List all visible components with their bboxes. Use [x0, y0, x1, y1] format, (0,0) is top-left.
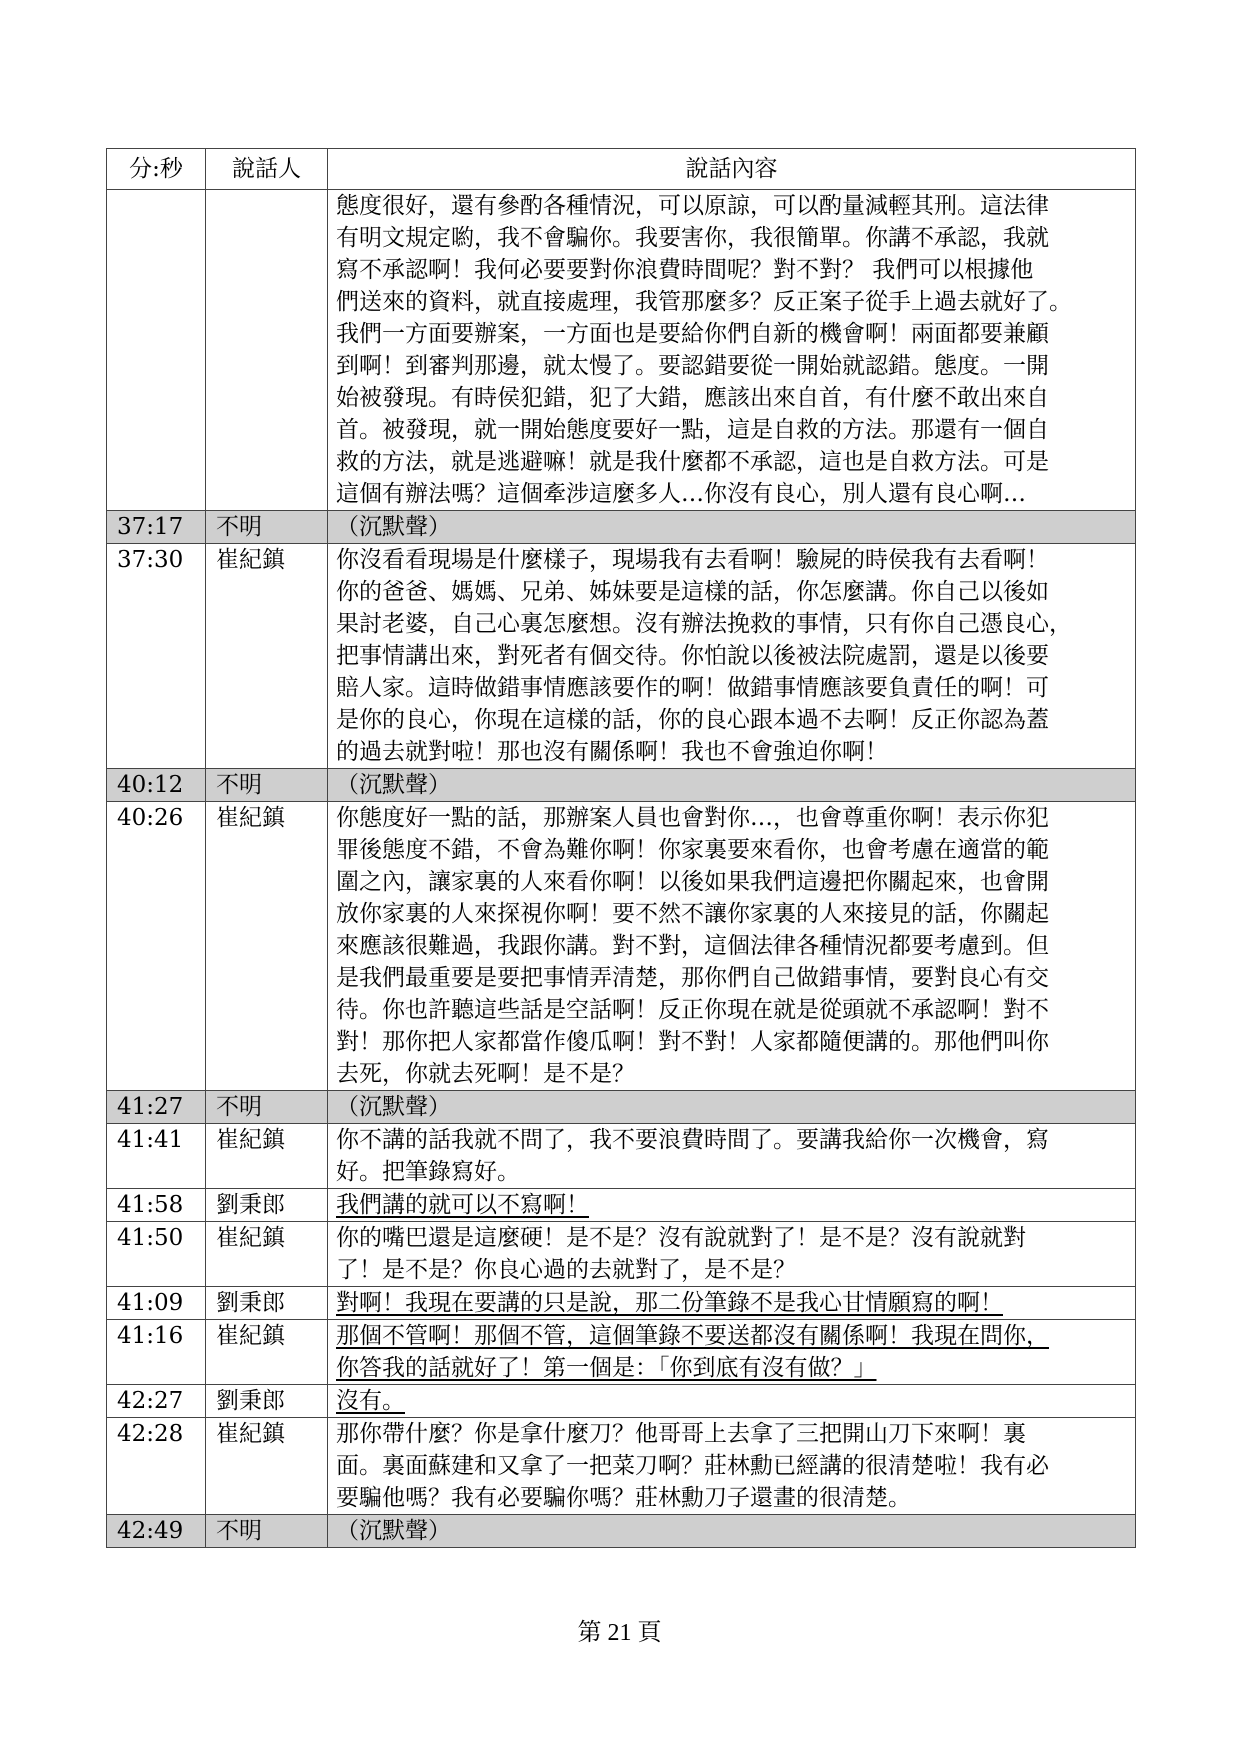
content-line: 你的爸爸、媽媽、兄弟、姊妹要是這樣的話，你怎麼講。你自己以後如: [336, 579, 1049, 605]
transcript-table: [106, 148, 1136, 1548]
time-cell: 41:27: [107, 1091, 206, 1124]
content-line: 到啊！到審判那邊，就太慢了。要認錯要從一開始就認錯。態度。一開: [336, 353, 1049, 379]
content-line: （沉默聲）: [336, 514, 451, 540]
header-content: 說話內容: [328, 149, 1136, 190]
content-line: 你不講的話我就不問了，我不要浪費時間了。要講我給你一次機會，寫: [336, 1127, 1049, 1153]
header-row: [107, 149, 1136, 190]
table-row: [107, 1189, 1136, 1222]
speaker-cell: 劉秉郎: [206, 1385, 328, 1418]
content-line: 態度很好，還有參酌各種情況，可以原諒，可以酌量減輕其刑。這法律: [336, 193, 1049, 219]
content-line: 那個不管啊！那個不管，這個筆錄不要送都沒有關係啊！我現在問你，: [336, 1323, 1049, 1349]
table-row: [107, 1091, 1136, 1124]
content-line: 待。你也許聽這些話是空話啊！反正你現在就是從頭就不承認啊！對不: [336, 997, 1049, 1023]
content-line: （沉默聲）: [336, 772, 451, 798]
content-line: 好。把筆錄寫好。: [336, 1159, 520, 1185]
speaker-cell: [206, 190, 328, 511]
content-line: 救的方法，就是逃避嘛！就是我什麼都不承認，這也是自救方法。可是: [336, 449, 1049, 475]
time-cell: 40:12: [107, 769, 206, 802]
content-cell: [328, 544, 1136, 769]
time-cell: 37:17: [107, 511, 206, 544]
content-line: 來應該很難過，我跟你講。對不對，這個法律各種情況都要考慮到。但: [336, 933, 1049, 959]
content-line: 我們講的就可以不寫啊！: [336, 1192, 589, 1218]
content-cell: [328, 769, 1136, 802]
table-row: [107, 1124, 1136, 1189]
time-cell: 37:30: [107, 544, 206, 769]
content-line: 寫不承認啊！我何必要要對你浪費時間呢？對不對？ 我們可以根據他: [336, 257, 1034, 283]
table-row: [107, 190, 1136, 511]
speaker-cell: 崔紀鎮: [206, 1418, 328, 1515]
speaker-cell: 劉秉郎: [206, 1189, 328, 1222]
content-line: 有明文規定喲，我不會騙你。我要害你，我很簡單。你講不承認，我就: [336, 225, 1049, 251]
content-cell: [328, 1515, 1136, 1548]
content-line: 這個有辦法嗎？這個牽涉這麼多人…你沒有良心，別人還有良心啊…: [336, 481, 1026, 507]
transcript-body: [107, 190, 1136, 1548]
content-line: 首。被發現，就一開始態度要好一點，這是自救的方法。那還有一個自: [336, 417, 1049, 443]
speaker-cell: 崔紀鎮: [206, 802, 328, 1091]
content-line: 是我們最重要是要把事情弄清楚，那你們自己做錯事情，要對良心有交: [336, 965, 1049, 991]
content-cell: [328, 1124, 1136, 1189]
speaker-cell: 不明: [206, 511, 328, 544]
content-line: （沉默聲）: [336, 1518, 451, 1544]
content-line: 是你的良心，你現在這樣的話，你的良心跟本過不去啊！反正你認為蓋: [336, 707, 1049, 733]
content-line: 你沒看看現場是什麼樣子，現場我有去看啊！驗屍的時侯我有去看啊！: [336, 547, 1049, 573]
content-line: 始被發現。有時侯犯錯，犯了大錯，應該出來自首，有什麼不敢出來自: [336, 385, 1049, 411]
table-row: [107, 1287, 1136, 1320]
table-row: [107, 1385, 1136, 1418]
content-line: 沒有。: [336, 1388, 405, 1414]
speaker-cell: 不明: [206, 1091, 328, 1124]
time-cell: 41:41: [107, 1124, 206, 1189]
table-row: [107, 802, 1136, 1091]
content-line: 你態度好一點的話，那辦案人員也會對你…，也會尊重你啊！表示你犯: [336, 805, 1049, 831]
content-cell: [328, 1189, 1136, 1222]
speaker-cell: 崔紀鎮: [206, 1222, 328, 1287]
page-number: 第 21 頁: [577, 1620, 662, 1646]
content-line: 對啊！我現在要講的只是說，那二份筆錄不是我心甘情願寫的啊！: [336, 1290, 1003, 1316]
content-line: 果討老婆，自己心裏怎麼想。沒有辦法挽救的事情，只有你自己憑良心，: [336, 611, 1072, 637]
speaker-cell: 不明: [206, 769, 328, 802]
content-cell: [328, 511, 1136, 544]
content-line: 面。裏面蘇建和又拿了一把菜刀啊？莊林勳已經講的很清楚啦！我有必: [336, 1453, 1049, 1479]
table-row: [107, 1320, 1136, 1385]
content-line: 圍之內，讓家裏的人來看你啊！以後如果我們這邊把你關起來，也會開: [336, 869, 1049, 895]
time-cell: [107, 190, 206, 511]
time-cell: 42:49: [107, 1515, 206, 1548]
content-line: 賠人家。這時做錯事情應該要作的啊！做錯事情應該要負責任的啊！可: [336, 675, 1049, 701]
time-cell: 42:28: [107, 1418, 206, 1515]
table-row: [107, 544, 1136, 769]
table-row: [107, 511, 1136, 544]
time-cell: 41:09: [107, 1287, 206, 1320]
content-cell: [328, 1418, 1136, 1515]
content-cell: [328, 802, 1136, 1091]
content-cell: [328, 1320, 1136, 1385]
content-line: 你答我的話就好了！第一個是：「你到底有沒有做？」: [336, 1355, 877, 1381]
content-line: 放你家裏的人來探視你啊！要不然不讓你家裏的人來接見的話，你關起: [336, 901, 1049, 927]
content-line: 了！是不是？你良心過的去就對了，是不是？: [336, 1257, 796, 1283]
table-row: [107, 1418, 1136, 1515]
header-time: 分:秒: [107, 149, 206, 190]
time-cell: 41:50: [107, 1222, 206, 1287]
content-line: 你的嘴巴還是這麼硬！是不是？沒有說就對了！是不是？沒有說就對: [336, 1225, 1026, 1251]
speaker-cell: 劉秉郎: [206, 1287, 328, 1320]
content-line: 罪後態度不錯，不會為難你啊！你家裏要來看你，也會考慮在適當的範: [336, 837, 1049, 863]
content-line: 對！那你把人家都當作傻瓜啊！對不對！人家都隨便講的。那他們叫你: [336, 1029, 1049, 1055]
content-line: （沉默聲）: [336, 1094, 451, 1120]
speaker-cell: 崔紀鎮: [206, 1124, 328, 1189]
content-cell: [328, 190, 1136, 511]
header-speaker: 說話人: [206, 149, 328, 190]
content-line: 把事情講出來，對死者有個交待。你怕說以後被法院處罰，還是以後要: [336, 643, 1049, 669]
table-row: [107, 1515, 1136, 1548]
content-line: 要騙他嗎？我有必要騙你嗎？莊林勳刀子還畫的很清楚。: [336, 1485, 911, 1511]
time-cell: 40:26: [107, 802, 206, 1091]
content-line: 那你帶什麼？你是拿什麼刀？他哥哥上去拿了三把開山刀下來啊！裏: [336, 1421, 1026, 1447]
content-cell: [328, 1222, 1136, 1287]
speaker-cell: 不明: [206, 1515, 328, 1548]
content-cell: [328, 1385, 1136, 1418]
speaker-cell: 崔紀鎮: [206, 544, 328, 769]
content-line: 我們一方面要辦案，一方面也是要給你們自新的機會啊！兩面都要兼顧: [336, 321, 1049, 347]
table-row: [107, 769, 1136, 802]
time-cell: 41:58: [107, 1189, 206, 1222]
table-row: [107, 1222, 1136, 1287]
speaker-cell: 崔紀鎮: [206, 1320, 328, 1385]
time-cell: 42:27: [107, 1385, 206, 1418]
content-cell: [328, 1091, 1136, 1124]
time-cell: 41:16: [107, 1320, 206, 1385]
content-line: 們送來的資料，就直接處理，我管那麼多？反正案子從手上過去就好了。: [336, 289, 1072, 315]
content-line: 去死，你就去死啊！是不是？: [336, 1061, 635, 1087]
content-cell: [328, 1287, 1136, 1320]
content-line: 的過去就對啦！那也沒有關係啊！我也不會強迫你啊！: [336, 739, 888, 765]
